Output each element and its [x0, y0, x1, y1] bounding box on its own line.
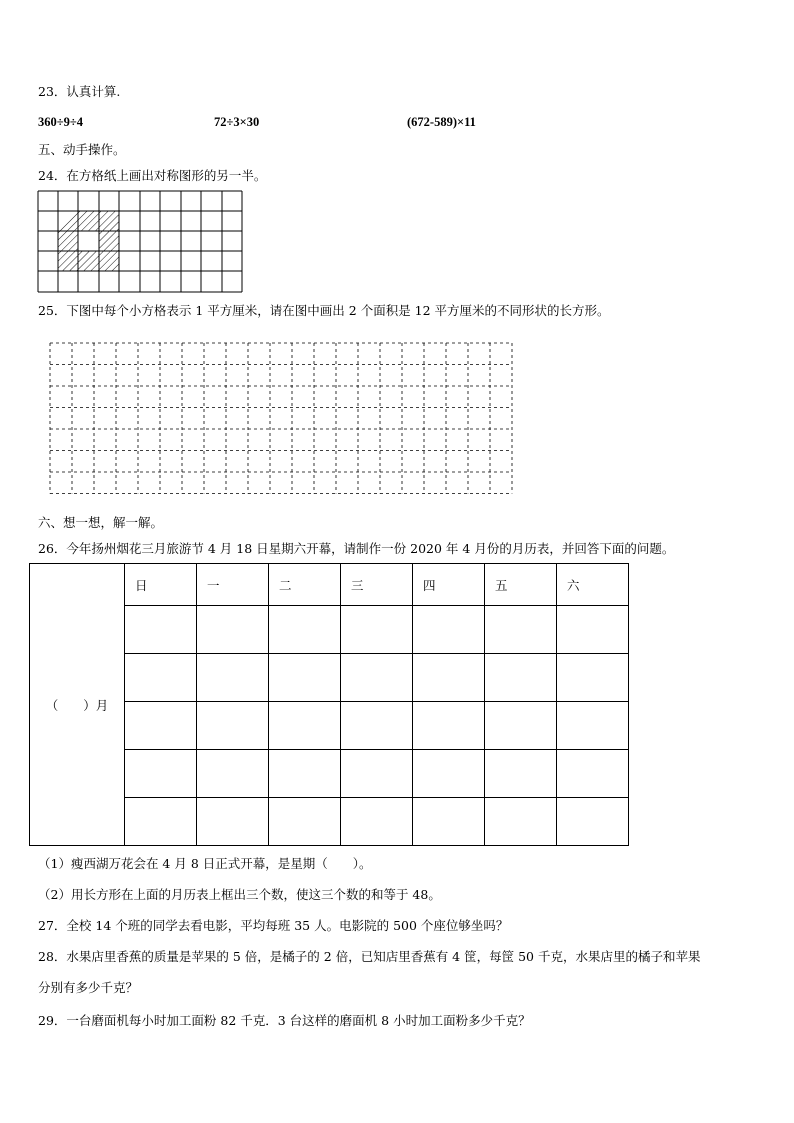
calendar-cell[interactable] — [197, 750, 269, 798]
calendar-cell[interactable] — [269, 654, 341, 702]
calendar-cell[interactable] — [485, 606, 557, 654]
calendar-cell[interactable] — [413, 702, 485, 750]
calendar-cell[interactable] — [341, 750, 413, 798]
calendar-cell[interactable] — [413, 654, 485, 702]
calendar-cell[interactable] — [197, 798, 269, 846]
calendar-cell[interactable] — [341, 798, 413, 846]
q25-title: 25．下图中每个小方格表示 1 平方厘米，请在图中画出 2 个面积是 12 平方厘米的不同形状的长方形。 — [38, 303, 610, 318]
calendar-cell[interactable] — [125, 654, 197, 702]
calendar-cell[interactable] — [485, 654, 557, 702]
calendar-cell[interactable] — [125, 702, 197, 750]
calendar-cell[interactable] — [557, 654, 629, 702]
calendar-cell[interactable] — [485, 750, 557, 798]
calendar-cell[interactable] — [413, 606, 485, 654]
weekday-sat: 六 — [557, 564, 629, 606]
weekday-mon: 一 — [197, 564, 269, 606]
weekday-thu: 四 — [413, 564, 485, 606]
dashed-grid — [48, 341, 514, 497]
hatched-half-figure — [58, 211, 119, 271]
weekday-tue: 二 — [269, 564, 341, 606]
section-6-title: 六、想一想，解一解。 — [38, 515, 164, 530]
q28-line-2: 分别有多少千克？ — [38, 980, 139, 995]
calendar-cell[interactable] — [197, 702, 269, 750]
calendar-cell[interactable] — [485, 798, 557, 846]
q23-title: 23．认真计算. — [38, 84, 121, 99]
q26-sub-1: （1）瘦西湖万花会在 4 月 8 日正式开幕，是星期（ ）。 — [38, 856, 372, 871]
weekday-wed: 三 — [341, 564, 413, 606]
calendar-cell[interactable] — [341, 654, 413, 702]
weekday-fri: 五 — [485, 564, 557, 606]
symmetry-grid — [37, 190, 243, 294]
calendar-cell[interactable] — [125, 750, 197, 798]
q29-title: 29．一台磨面机每小时加工面粉 82 千克．3 台这样的磨面机 8 小时加工面粉多少千克？ — [38, 1013, 531, 1028]
calendar-cell[interactable] — [557, 750, 629, 798]
q27-title: 27．全校 14 个班的同学去看电影，平均每班 35 人。电影院的 500 个座位够坐吗？ — [38, 918, 509, 933]
calendar-table — [29, 563, 629, 846]
weekday-sun: 日 — [125, 564, 197, 606]
calendar-cell[interactable] — [197, 606, 269, 654]
calendar-cell[interactable] — [557, 702, 629, 750]
calendar-cell[interactable] — [341, 606, 413, 654]
q24-title: 24．在方格纸上画出对称图形的另一半。 — [38, 168, 267, 183]
calendar-cell[interactable] — [557, 606, 629, 654]
calendar-cell[interactable] — [269, 606, 341, 654]
month-label: （ ）月 — [30, 564, 125, 846]
calendar-cell[interactable] — [413, 750, 485, 798]
calendar-cell[interactable] — [485, 702, 557, 750]
calendar-cell[interactable] — [413, 798, 485, 846]
calendar-cell[interactable] — [125, 606, 197, 654]
q23-expr-3: (672-589)×11 — [407, 115, 476, 129]
q26-title: 26．今年扬州烟花三月旅游节 4 月 18 日星期六开幕，请制作一份 2020 年 4 月份的月历表，并回答下面的问题。 — [38, 541, 675, 556]
section-5-title: 五、动手操作。 — [38, 142, 126, 157]
calendar-cell[interactable] — [269, 750, 341, 798]
q23-expr-1: 360÷9÷4 — [38, 115, 83, 129]
calendar-cell[interactable] — [269, 702, 341, 750]
calendar-cell[interactable] — [557, 798, 629, 846]
q26-sub-2: （2）用长方形在上面的月历表上框出三个数，使这三个数的和等于 48。 — [38, 887, 441, 902]
q28-line-1: 28．水果店里香蕉的质量是苹果的 5 倍，是橘子的 2 倍，已知店里香蕉有 4 筐，每筐 50 千克，水果店里的橘子和苹果 — [38, 949, 701, 964]
calendar-cell[interactable] — [269, 798, 341, 846]
q23-expr-2: 72÷3×30 — [214, 115, 260, 129]
calendar-cell[interactable] — [125, 798, 197, 846]
calendar-cell[interactable] — [341, 702, 413, 750]
calendar-cell[interactable] — [197, 654, 269, 702]
